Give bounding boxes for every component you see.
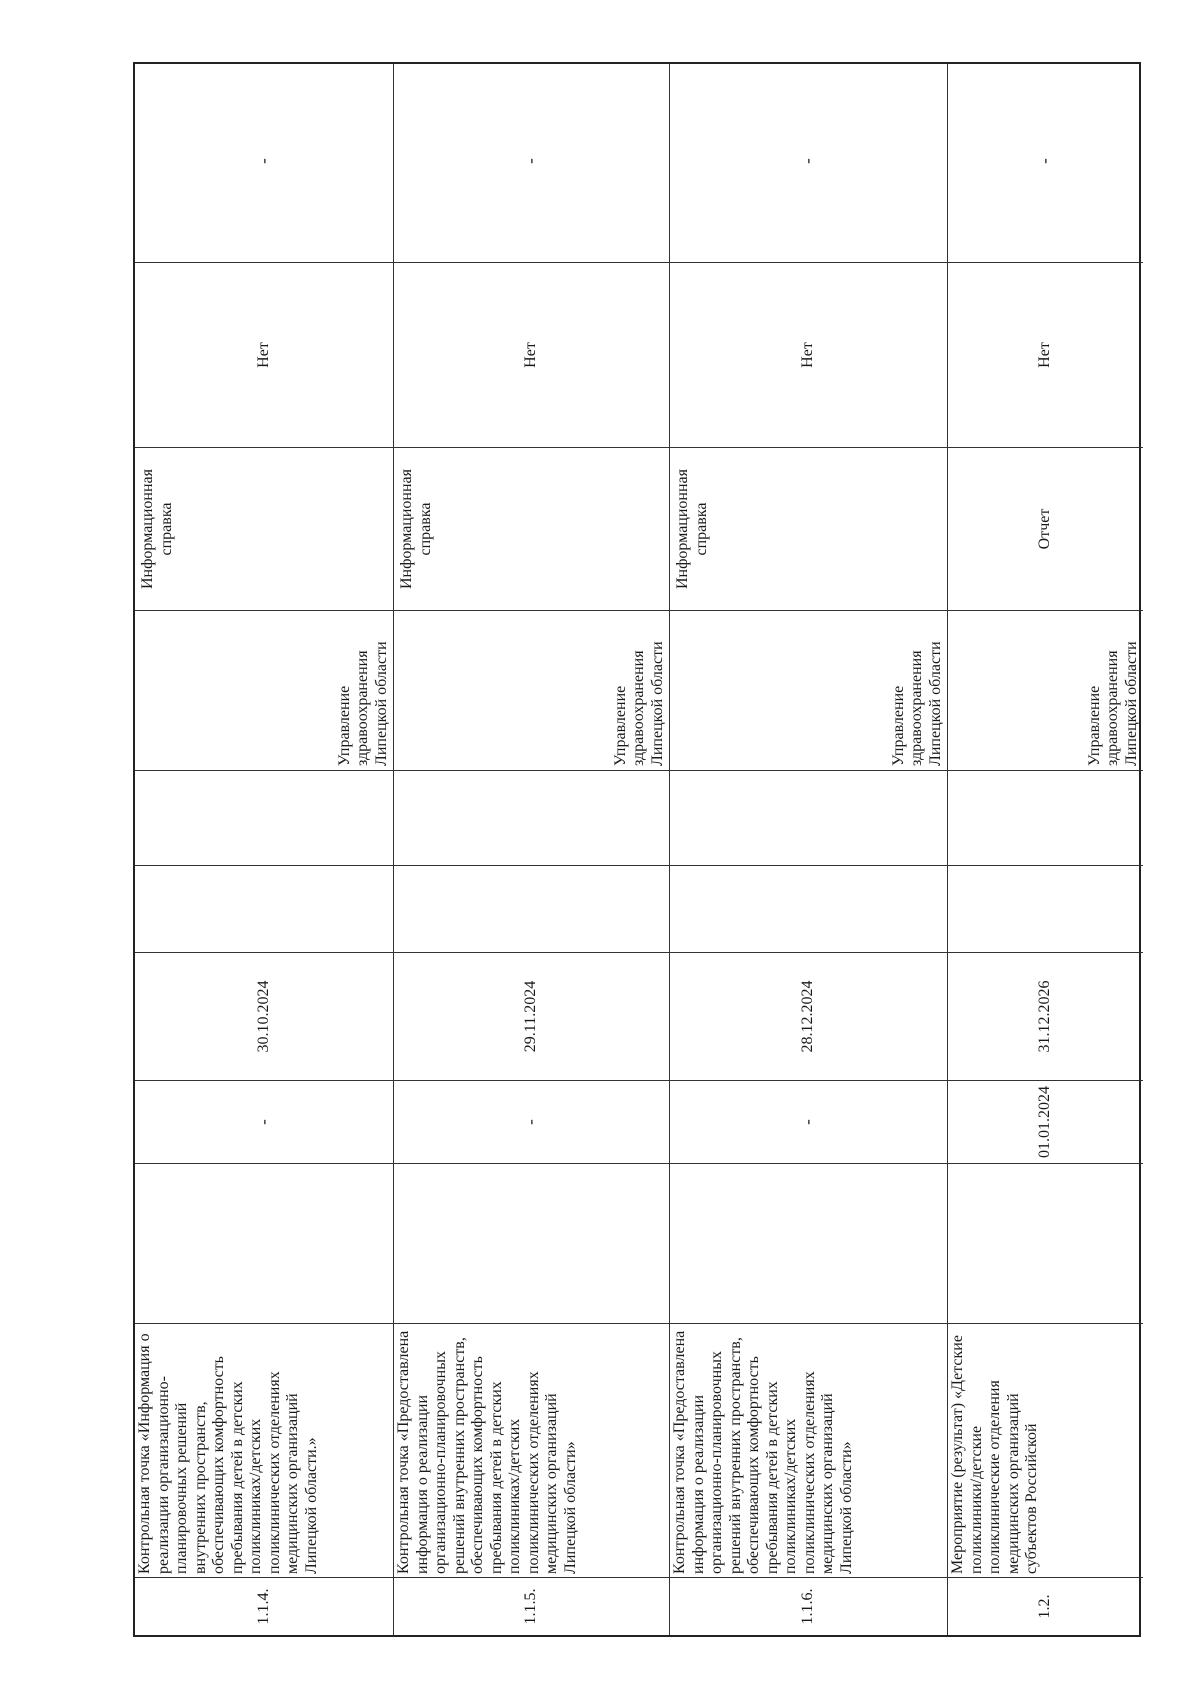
responsible-cell: Управление здравоохранения Липецкой области	[135, 610, 393, 770]
start-date-cell: -	[394, 1080, 669, 1163]
table-row	[394, 64, 670, 1635]
end-date-cell: 30.10.2024	[135, 952, 393, 1080]
flag-cell: Нет	[670, 262, 947, 447]
end-date-cell: 31.12.2026	[948, 952, 1143, 1080]
empty-cell-a	[948, 865, 1143, 952]
note-cell: -	[521, 158, 541, 164]
empty-cell-a	[394, 865, 669, 952]
description-cell: Контрольная точка «Информация о реализации организационно-планировочных решений внутренних пространств, обеспечивающих комфортность пребывания детей в детских поликлиниках/детских поликлинических отделениях медицинских организаций Липецкой области.»	[135, 1323, 393, 1577]
empty-cell-b	[670, 770, 947, 865]
document-type-cell: Отчет	[948, 447, 1143, 610]
flag-cell: Нет	[135, 262, 393, 447]
note-cell: -	[798, 158, 818, 164]
row-number-cell: 1.1.5.	[394, 1577, 669, 1635]
extra-cell	[135, 1163, 393, 1323]
responsible-cell: Управление здравоохранения Липецкой области	[948, 610, 1143, 770]
extra-cell	[394, 1163, 669, 1323]
row-number-cell: 1.2.	[948, 1577, 1143, 1635]
end-date-cell: 28.12.2024	[670, 952, 947, 1080]
control-points-table	[133, 62, 1141, 1637]
empty-cell-b	[135, 770, 393, 865]
table-row	[135, 64, 394, 1635]
start-date-cell: -	[670, 1080, 947, 1163]
table-row	[948, 64, 1143, 1635]
description-cell: Контрольная точка «Предоставлена информация о реализации организационно-планировочных решений внутренних пространств, обеспечивающих комфортность пребывания детей в детских поликлиниках/детских поликлинических отделениях медицинских организаций Липецкой области»	[394, 1323, 669, 1577]
end-date-cell: 29.11.2024	[394, 952, 669, 1080]
document-type-cell: Информационная справка	[135, 447, 393, 610]
note-cell: -	[253, 158, 273, 164]
document-type-cell: Информационная справка	[394, 447, 669, 610]
flag-cell: Нет	[948, 262, 1143, 447]
description-cell: Мероприятие (результат) «Детские поликлиники/детские поликлинические отделения медицинских организаций субъектов Российской	[948, 1323, 1143, 1577]
extra-cell	[948, 1163, 1143, 1323]
document-type-cell: Информационная справка	[670, 447, 947, 610]
start-date-cell: 01.01.2024	[948, 1080, 1143, 1163]
description-cell: Контрольная точка «Предоставлена информация о реализации организационно-планировочных решений внутренних пространств, обеспечивающих комфортность пребывания детей в детских поликлиниках/детских поликлинических отделениях медицинских организаций Липецкой области»	[670, 1323, 947, 1577]
row-number-cell: 1.1.4.	[135, 1577, 393, 1635]
table-row	[670, 64, 948, 1635]
row-number-cell: 1.1.6.	[670, 1577, 947, 1635]
responsible-cell: Управление здравоохранения Липецкой области	[394, 610, 669, 770]
start-date-cell: -	[135, 1080, 393, 1163]
flag-cell: Нет	[394, 262, 669, 447]
responsible-cell: Управление здравоохранения Липецкой области	[670, 610, 947, 770]
empty-cell-b	[948, 770, 1143, 865]
empty-cell-b	[394, 770, 669, 865]
empty-cell-a	[670, 865, 947, 952]
empty-cell-a	[135, 865, 393, 952]
extra-cell	[670, 1163, 947, 1323]
note-cell: -	[1035, 158, 1055, 164]
